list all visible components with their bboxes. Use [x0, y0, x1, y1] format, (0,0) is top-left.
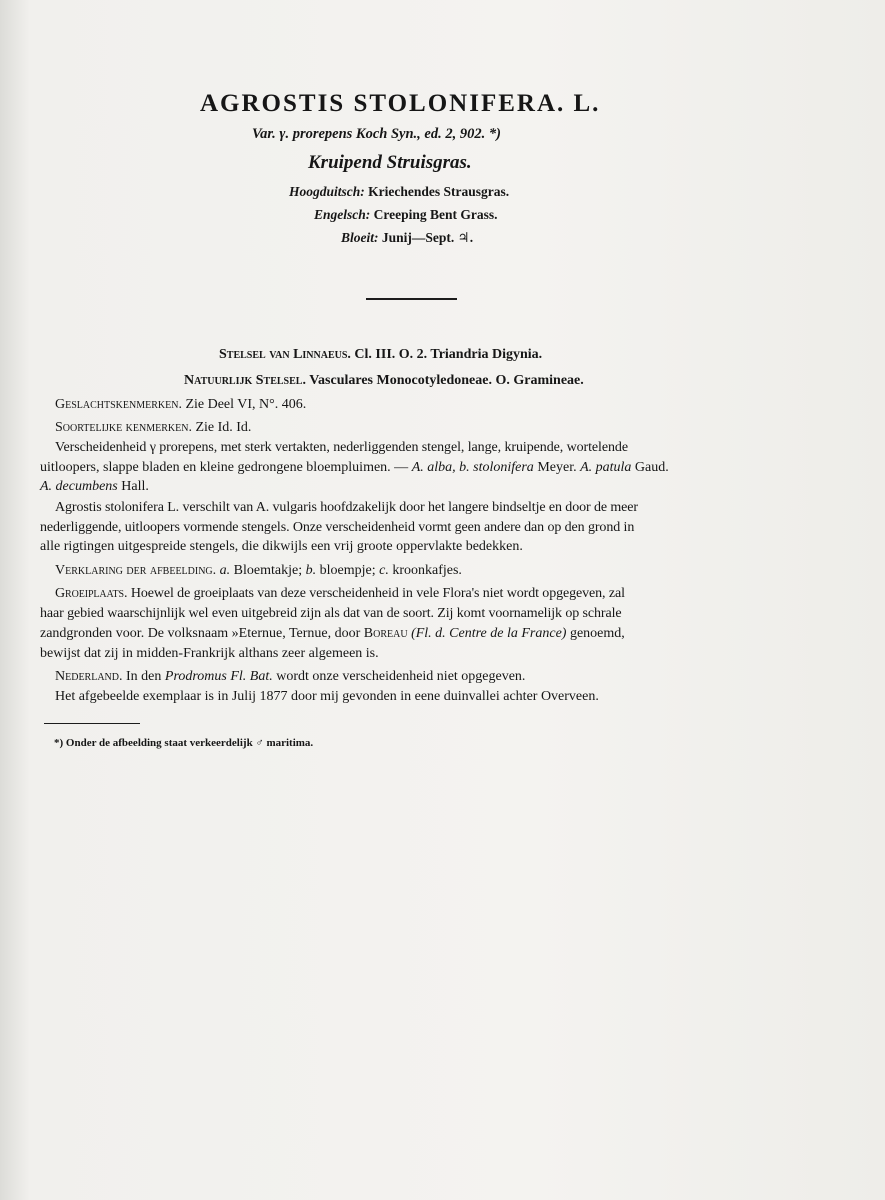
- species-value: Zie Id. Id.: [195, 420, 252, 435]
- species-label: Soortelijke kenmerken.: [55, 420, 192, 435]
- footnote-divider: [44, 723, 140, 724]
- explanation-b: b.: [305, 563, 317, 578]
- species-line: [55, 419, 251, 437]
- habitat-l3-text: zandgronden voor. De volksnaam »Eternue, Ternue, door: [40, 626, 361, 641]
- p1-l3-author: Hall.: [121, 479, 149, 494]
- linnaeus-value: Cl. III. O. 2. Triandria Digynia.: [354, 347, 543, 362]
- natural-label: Natuurlijk Stelsel.: [184, 373, 306, 388]
- natural-value: Vasculares Monocotyledoneae. O. Gramineae.: [309, 373, 584, 388]
- netherlands-label: Nederland.: [55, 669, 123, 684]
- flowering-label: Bloeit:: [341, 230, 379, 245]
- explanation-c: c.: [379, 563, 389, 578]
- english-name-line: [314, 207, 498, 223]
- habitat-line-2: haar gebied waarschijnlijk wel even uitgebreid zijn als dat van de soort. Zij komt voornamelijk op schrale: [40, 606, 622, 621]
- explanation-c-text: kroonkafjes.: [392, 563, 462, 578]
- habitat-text-1: Hoewel de groeiplaats van deze verscheidenheid in vele Flora's niet wordt opgegeven, zal: [130, 586, 625, 601]
- paragraph-2-line-2: nederliggende, uitloopers vormende stengels. Onze verscheidenheid vormt geen andere dan op den grond in: [40, 520, 635, 535]
- english-label: Engelsch:: [314, 207, 371, 222]
- habitat-l3-work: (Fl. d. Centre de la France): [411, 626, 567, 641]
- paragraph-2-line-3: alle rigtingen uitgespreide stengels, die dikwijls een vrij groote oppervlakte bedekken.: [40, 539, 523, 554]
- p1-l2-text: uitloopers, slappe bladen en kleine gedrongene bloempluimen. —: [40, 460, 409, 475]
- linnaeus-label: Stelsel van Linnaeus.: [219, 347, 351, 362]
- linnaeus-line: [219, 346, 542, 364]
- flowering-value: Junij—Sept. ♃.: [381, 230, 474, 245]
- flowering-line: [341, 230, 473, 246]
- nl-l1-work: Prodromus Fl. Bat.: [164, 669, 273, 684]
- paragraph-2-line-1: Agrostis stolonifera L. verschilt van A. vulgaris hoofdzakelijk door het langere bindseltje en door de meer: [55, 500, 638, 515]
- explanation-line: [55, 562, 462, 580]
- genus-value: Zie Deel VI, N°. 406.: [185, 397, 307, 412]
- p1-l2-author-1: Meyer.: [537, 460, 577, 475]
- genus-line: [55, 396, 306, 414]
- footnote: *) Onder de afbeelding staat verkeerdelijk ♂ maritima.: [54, 737, 314, 749]
- netherlands-line-1: [55, 668, 525, 686]
- explanation-a: a.: [219, 563, 231, 578]
- explanation-b-text: bloempje;: [319, 563, 376, 578]
- paragraph-1-line-2: [40, 459, 669, 477]
- p1-l2-italic-2: A. patula: [580, 460, 632, 475]
- habitat-label: Groeiplaats.: [55, 586, 128, 601]
- p1-l2-italic-1: A. alba, b. stolonifera: [411, 460, 534, 475]
- german-name-line: [289, 184, 509, 200]
- explanation-a-text: Bloemtakje;: [233, 563, 303, 578]
- natural-system-line: [184, 372, 584, 390]
- habitat-line-4: bewijst dat zij in midden-Frankrijk althans zeer algemeen is.: [40, 646, 379, 661]
- paragraph-1-line-1: Verscheidenheid γ prorepens, met sterk vertakten, nederliggenden stengel, lange, kruipende, wortelende: [55, 440, 628, 455]
- netherlands-line-2: Het afgebeelde exemplaar is in Julij 1877 door mij gevonden in eene duinvallei achter Overveen.: [55, 689, 599, 704]
- habitat-l3-author: Boreau: [363, 626, 408, 641]
- habitat-l3-end: genoemd,: [569, 626, 625, 641]
- p1-l3-italic: A. decumbens: [40, 479, 118, 494]
- german-name: Kriechendes Strausgras.: [368, 184, 510, 199]
- nl-l1-text: In den: [126, 669, 162, 684]
- nl-l1-end: wordt onze verscheidenheid niet opgegeven.: [276, 669, 526, 684]
- paragraph-1-line-3: [40, 478, 149, 496]
- english-name: Creeping Bent Grass.: [373, 207, 498, 222]
- habitat-line-1: [55, 585, 625, 603]
- habitat-line-3: [40, 625, 625, 643]
- header-divider: [366, 298, 457, 300]
- german-label: Hoogduitsch:: [289, 184, 365, 199]
- genus-label: Geslachtskenmerken.: [55, 397, 182, 412]
- dutch-name: Kruipend Struisgras.: [308, 152, 472, 173]
- page-title: AGROSTIS STOLONIFERA. L.: [200, 90, 601, 117]
- explanation-label: Verklaring der afbeelding.: [55, 563, 217, 578]
- variety-line: Var. γ. prorepens Koch Syn., ed. 2, 902. *): [252, 126, 501, 142]
- p1-l2-author-2: Gaud.: [634, 460, 669, 475]
